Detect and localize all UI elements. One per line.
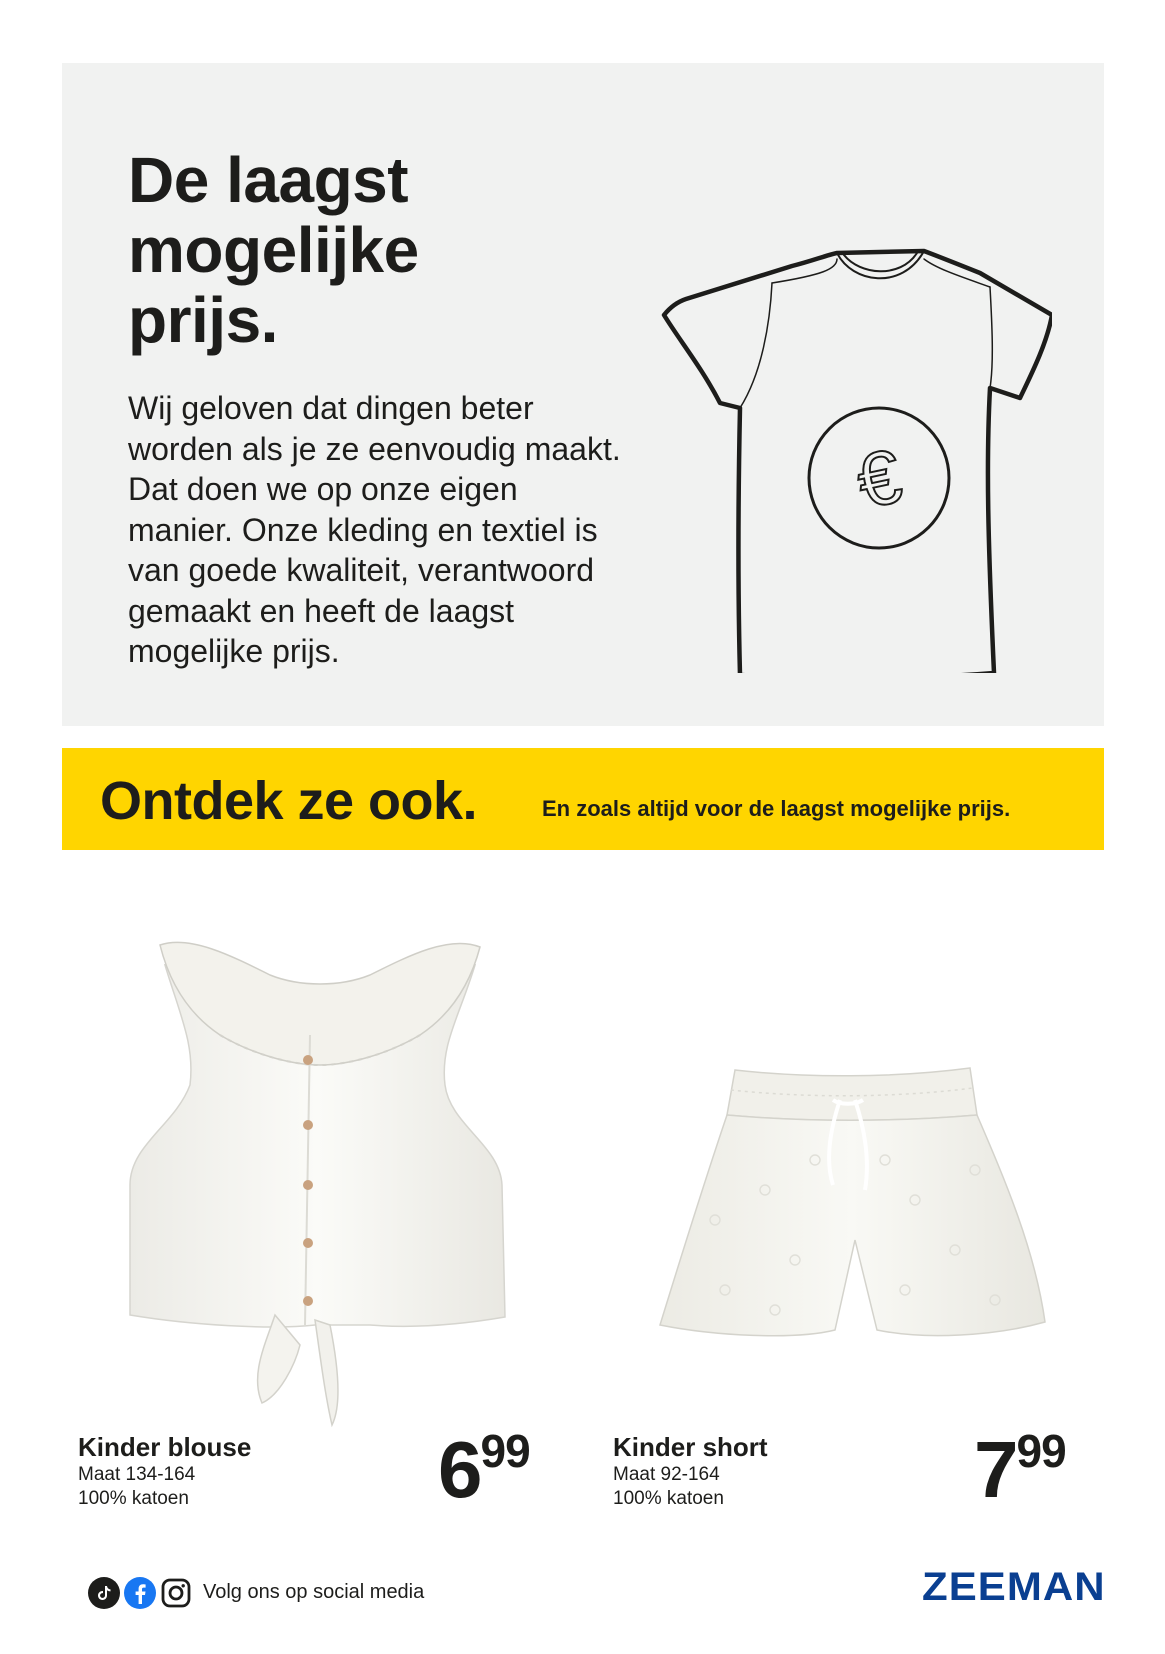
hero-body-line: Wij geloven dat dingen beter (128, 390, 534, 426)
hero-title (128, 145, 419, 355)
price-main: 7 (974, 1425, 1017, 1514)
promo-banner (62, 748, 1104, 850)
product-material: 100% katoen (78, 1488, 189, 1509)
hero-title-line: De laagst (128, 144, 409, 216)
banner-subtitle: En zoals altijd voor de laagst mogelijke prijs. (542, 796, 1011, 821)
instagram-icon[interactable] (160, 1577, 192, 1609)
product-size: Maat 92-164 (613, 1464, 720, 1485)
product-name: Kinder blouse (78, 1432, 252, 1462)
banner-title: Ontdek ze ook. (100, 771, 478, 831)
social-media-text: Volg ons op social media (203, 1581, 425, 1603)
hero-body-line: manier. Onze kleding en textiel is (128, 511, 598, 548)
tiktok-icon[interactable] (88, 1577, 120, 1609)
price-main: 6 (438, 1425, 481, 1514)
hero-body-line: worden als je ze eenvoudig maakt. (128, 430, 621, 467)
product-price (438, 1425, 530, 1514)
social-icons (88, 1576, 192, 1610)
kinder-blouse-image (120, 925, 520, 1430)
price-cents: 99 (1016, 1425, 1066, 1477)
hero-title-line: prijs. (128, 284, 278, 356)
hero-body-line: Dat doen we op onze eigen (128, 471, 518, 507)
product-material: 100% katoen (613, 1488, 724, 1509)
zeeman-logo: ZEEMAN (922, 1565, 1106, 1609)
product-name: Kinder short (613, 1432, 768, 1462)
hero-panel (62, 63, 1104, 726)
hero-body-line: van goede kwaliteit, verantwoord (128, 552, 595, 588)
facebook-icon[interactable] (124, 1577, 156, 1609)
euro-symbol: € (849, 433, 909, 526)
hero-title-line: mogelijke (128, 214, 419, 286)
price-cents: 99 (480, 1425, 530, 1477)
product-price (974, 1425, 1066, 1514)
hero-body-line: mogelijke prijs. (128, 633, 340, 669)
hero-body-line: gemaakt en heeft de laagst (128, 592, 515, 629)
product-size: Maat 134-164 (78, 1464, 196, 1485)
tshirt-illustration (622, 203, 1052, 673)
hero-body (128, 388, 668, 672)
kinder-short-image (655, 1060, 1050, 1350)
